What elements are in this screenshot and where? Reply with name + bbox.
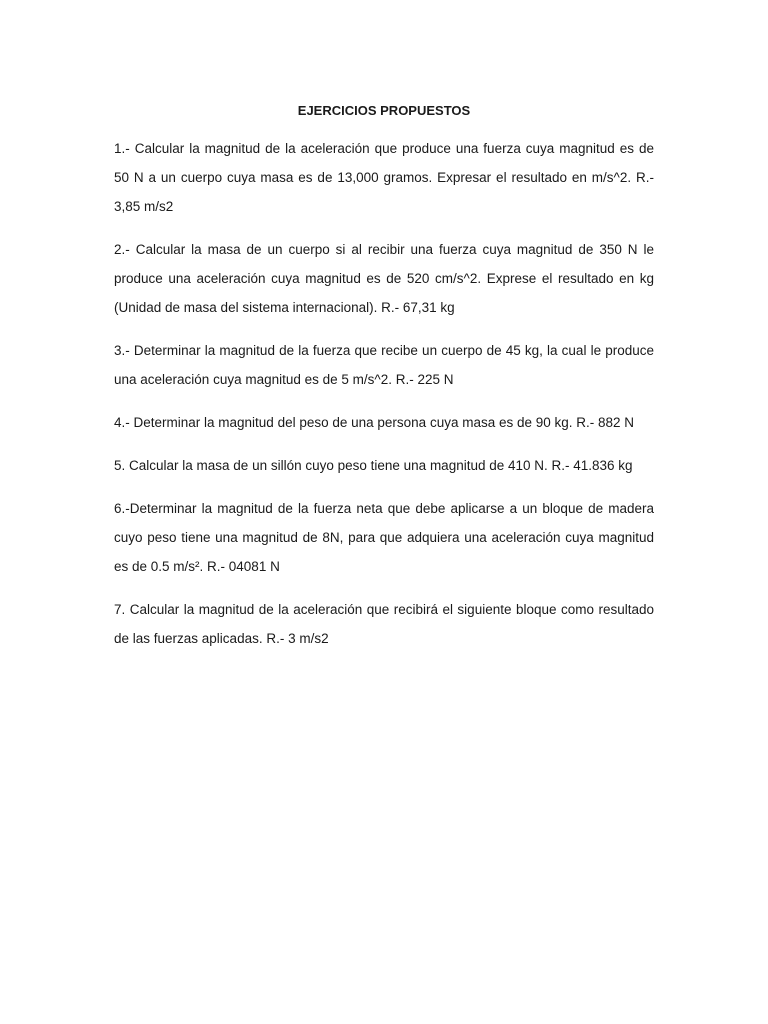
document-title: EJERCICIOS PROPUESTOS: [297, 103, 471, 118]
exercise-3: 3.- Determinar la magnitud de la fuerza que recibe un cuerpo de 45 kg, la cual le produce una aceleración cuya magnitud es de 5 m/s^2. R.- 225 N: [114, 343, 654, 387]
exercise-1: 1.- Calcular la magnitud de la aceleración que produce una fuerza cuya magnitud es de 50 N a un cuerpo cuya masa es de 13,000 gramos. Expresar el resultado en m/s^2. R.- 3,85 m/s2: [114, 141, 654, 214]
exercise-2: 2.- Calcular la masa de un cuerpo si al recibir una fuerza cuya magnitud de 350 N le produce una aceleración cuya magnitud es de 520 cm/s^2. Exprese el resultado en kg (Unidad de masa del sistema internacional). R.- 67,31 kg: [114, 242, 654, 315]
exercise-7: 7. Calcular la magnitud de la aceleración que recibirá el siguiente bloque como resultado de las fuerzas aplicadas. R.- 3 m/s2: [114, 602, 654, 646]
exercise-4: 4.- Determinar la magnitud del peso de una persona cuya masa es de 90 kg. R.- 882 N: [114, 415, 635, 430]
exercise-5: 5. Calcular la masa de un sillón cuyo peso tiene una magnitud de 410 N. R.- 41.836 kg: [114, 458, 633, 473]
document-content: [114, 100, 654, 667]
exercise-6: 6.-Determinar la magnitud de la fuerza neta que debe aplicarse a un bloque de madera cuyo peso tiene una magnitud de 8N, para que adquiera una aceleración cuya magnitud es de 0.5 m/s². R.- 04081 N: [114, 501, 654, 574]
